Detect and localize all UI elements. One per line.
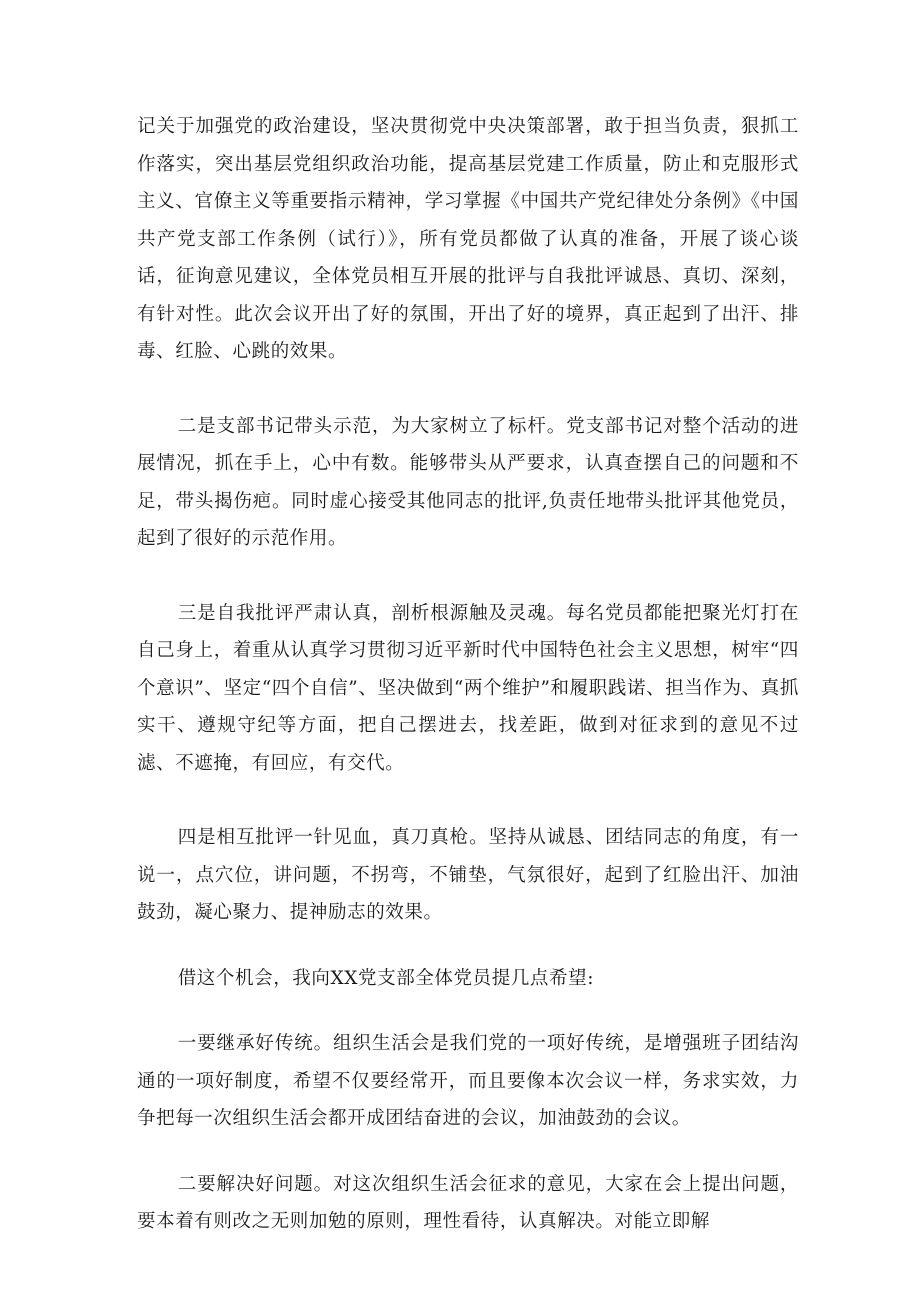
paragraph-point-three: 三是自我批评严肃认真，剖析根源触及灵魂。每名党员都能把聚光灯打在自己身上，着重从认真学习贯彻习近平新时代中国特色社会主义思想，树牢“四个意识”、坚定“四个自信”、坚决做到“两个维护”和履职践诺、担当作为、真抓实干、遵规守纪等方面，把自己摆进去，找差距，做到对征求到的意见不过滤、不遮掩，有回应，有交代。	[137, 602, 799, 774]
paragraph-point-four: 四是相互批评一针见血，真刀真枪。坚持从诚恳、团结同志的角度，有一说一，点穴位，讲问题，不拐弯，不铺垫，气氛很好，起到了红脸出汗、加油鼓劲，凝心聚力、提神励志的效果。	[137, 827, 799, 923]
paragraph-hopes-intro: 借这个机会，我向XX党支部全体党员提几点希望:	[177, 967, 595, 989]
paragraph-continuation: 记关于加强党的政治建设，坚决贯彻党中央决策部署，敢于担当负责，狠抓工作落实，突出基层党组织政治功能，提高基层党建工作质量，防止和克服形式主义、官僚主义等重要指示精神，学习掌握《中国共产党纪律处分条例》《中国共产党支部工作条例（试行）》，所有党员都做了认真的准备，开展了谈心谈话，征询意见建议，全体党员相互开展的批评与自我批评诚恳、真切、深刻，有针对性。此次会议开出了好的氛围，开出了好的境界，真正起到了出汗、排毒、红脸、心跳的效果。	[137, 116, 799, 362]
document-page	[137, 108, 799, 1241]
paragraph-hope-one: 一要继承好传统。组织生活会是我们党的一项好传统，是增强班子团结沟通的一项好制度，希望不仅要经常开，而且要像本次会议一样，务求实效，力争把每一次组织生活会都开成团结奋进的会议，加油鼓劲的会议。	[137, 1033, 799, 1129]
paragraph-point-two: 二是支部书记带头示范，为大家树立了标杆。党支部书记对整个活动的进展情况，抓在手上，心中有数。能够带头从严要求，认真查摆自己的问题和不足，带头揭伤疤。同时虚心接受其他同志的批评,负责任地带头批评其他党员，起到了很好的示范作用。	[137, 415, 799, 549]
paragraph-hope-two: 二要解决好问题。对这次组织生活会征求的意见，大家在会上提出问题，要本着有则改之无则加勉的原则，理性看待，认真解决。对能立即解	[137, 1173, 799, 1232]
